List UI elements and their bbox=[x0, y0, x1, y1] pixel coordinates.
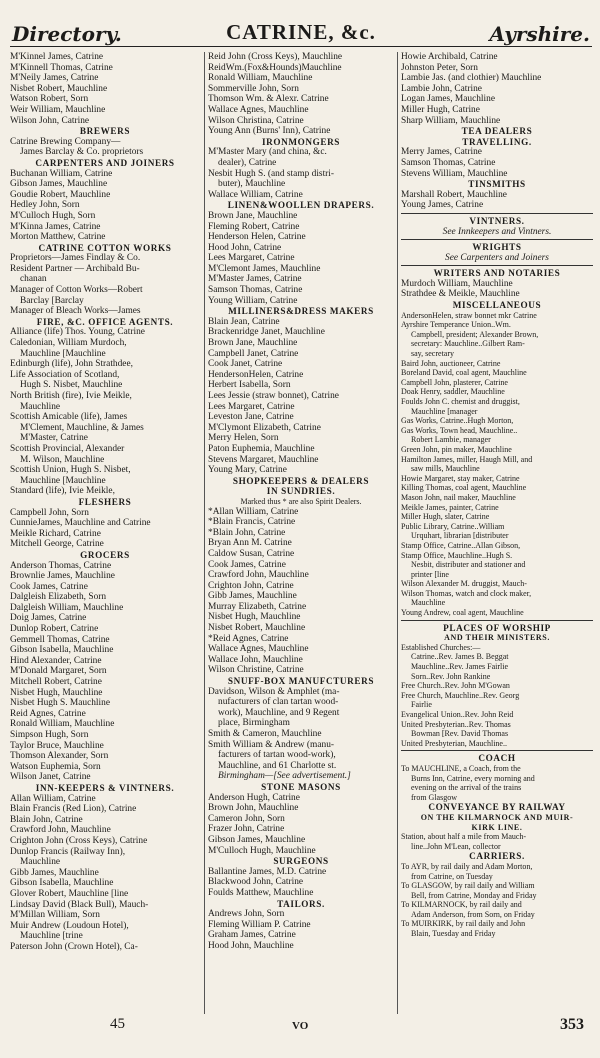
directory-entry: Sharp William, Mauchline bbox=[401, 115, 501, 126]
section-heading: CARRIERS. bbox=[469, 851, 525, 862]
directory-entry: Murray Elizabeth, Catrine bbox=[208, 601, 307, 612]
directory-entry: Marked thus * are also Spirit Dealers. bbox=[240, 496, 362, 506]
directory-entry: Morton Matthew, Catrine bbox=[10, 232, 106, 243]
directory-entry: Nisbet Hugh, Mauchline bbox=[208, 612, 301, 623]
directory-entry: Crighton John, Catrine bbox=[208, 580, 294, 591]
column-2 bbox=[204, 52, 394, 1014]
section-heading: MILLINERS&DRESS MAKERS bbox=[228, 306, 374, 317]
directory-entry: secretary: Mauchline..Gilbert Ram- bbox=[411, 339, 525, 349]
directory-entry: Station, about half a mile from Mauch- bbox=[401, 832, 527, 842]
directory-entry: Resident Partner — Archibald Bu- bbox=[10, 263, 140, 274]
directory-entry: Wallace William, Catrine bbox=[208, 189, 303, 200]
directory-entry: Watson Robert, Sorn bbox=[10, 94, 89, 105]
directory-entry: Wilson Christina, Catrine bbox=[208, 115, 304, 126]
directory-entry: Muir Andrew (Loudoun Hotel), bbox=[10, 920, 129, 931]
directory-entry: Fleming William P. Catrine bbox=[208, 919, 311, 930]
directory-entry: Young Mary, Catrine bbox=[208, 465, 287, 476]
columns bbox=[10, 52, 592, 1014]
directory-entry: Brown John, Mauchline bbox=[208, 803, 299, 814]
section-heading: CARPENTERS AND JOINERS bbox=[35, 157, 175, 168]
directory-entry: Wilson Alexander M. druggist, Mauch- bbox=[401, 579, 527, 589]
section-heading: SNUFF-BOX MANUFCTURERS bbox=[227, 676, 375, 687]
directory-entry: line..John M'Lean, collector bbox=[411, 841, 501, 851]
directory-entry: Herbert Isabella, Sorn bbox=[208, 380, 291, 391]
directory-entry: Mitchell George, Catrine bbox=[10, 539, 104, 550]
directory-entry: Meikle James, painter, Catrine bbox=[401, 502, 499, 512]
directory-entry: Burns Inn, Catrine, every morning and bbox=[411, 773, 535, 783]
directory-entry: Reid Agnes, Catrine bbox=[10, 708, 86, 719]
directory-entry: To MAUCHLINE, a Coach, from the bbox=[401, 763, 521, 773]
directory-entry: ReidWm.(Fox&Hounds)Mauchline bbox=[208, 62, 342, 73]
directory-entry: Mauchline..Rev. James Fairlie bbox=[411, 662, 509, 672]
directory-entry: Gibson James, Mauchline bbox=[208, 834, 306, 845]
directory-entry: facturers of tartan wood-work), bbox=[218, 750, 336, 761]
section-heading: TINSMITHS bbox=[468, 179, 526, 190]
directory-entry: Mauchline bbox=[20, 857, 61, 868]
directory-entry: Dunlop Francis (Railway Inn), bbox=[10, 846, 126, 857]
directory-entry: M'Culloch Hugh, Mauchline bbox=[208, 845, 316, 856]
directory-entry: Standard (life), Ivie Meikle, bbox=[10, 486, 115, 497]
directory-entry: Robert Lambie, manager bbox=[411, 435, 491, 445]
directory-entry: Wallace John, Mauchline bbox=[208, 654, 303, 665]
directory-entry: Scottish Amicable (life), James bbox=[10, 412, 128, 423]
directory-entry: Nisbet Robert, Mauchline bbox=[208, 623, 306, 634]
directory-entry: Urquhart, librarian [distributer bbox=[411, 531, 509, 541]
directory-entry: buter), Mauchline bbox=[218, 179, 286, 190]
directory-entry: Andrews John, Sorn bbox=[208, 909, 285, 920]
directory-entry: Bell, from Catrine, Monday and Friday bbox=[411, 890, 537, 900]
page-title: CATRINE, &c. bbox=[226, 20, 376, 44]
directory-entry: Murdoch William, Mauchline bbox=[401, 278, 513, 289]
directory-entry: Marshall Robert, Mauchline bbox=[401, 189, 507, 200]
directory-entry: M'Culloch Hugh, Sorn bbox=[10, 210, 96, 221]
directory-entry: Fleming Robert, Catrine bbox=[208, 221, 300, 232]
directory-entry: Hind Alexander, Catrine bbox=[10, 655, 102, 666]
section-heading: VINTNERS. bbox=[469, 215, 525, 226]
directory-entry: Bowman [Rev. David Thomas bbox=[411, 729, 509, 739]
directory-entry: chanan bbox=[20, 274, 47, 285]
directory-entry: Adam Anderson, from Sorn, on Friday bbox=[411, 909, 535, 919]
section-heading: WRIGHTS bbox=[472, 242, 522, 253]
directory-entry: Nesbit Hugh S. (and stamp distri- bbox=[208, 168, 335, 179]
directory-entry: Hood John, Mauchline bbox=[208, 940, 294, 951]
section-heading: BREWERS bbox=[79, 126, 131, 137]
directory-entry: Logan James, Mauchline bbox=[401, 94, 495, 105]
directory-entry: Stevens Margaret, Mauchline bbox=[208, 454, 319, 465]
directory-entry: Gibb James, Mauchline bbox=[10, 867, 99, 878]
directory-entry: work), Mauchline, and 9 Regent bbox=[218, 707, 340, 718]
directory-entry: Brown Jane, Mauchline bbox=[208, 338, 298, 349]
section-heading: WRITERS AND NOTARIES bbox=[433, 268, 561, 279]
directory-entry: Blain John, Catrine bbox=[10, 814, 83, 825]
directory-entry: from Glasgow bbox=[411, 792, 457, 802]
directory-entry: M'Master Mary (and china, &c. bbox=[208, 147, 327, 158]
directory-entry: Bryan Ann M. Catrine bbox=[208, 538, 292, 549]
directory-entry: Gibb James, Mauchline bbox=[208, 591, 297, 602]
directory-entry: Alliance (life) Thos. Young, Catrine bbox=[10, 327, 145, 338]
directory-entry: M'Kinna James, Catrine bbox=[10, 221, 101, 232]
section-heading: TAILORS. bbox=[277, 898, 325, 909]
directory-entry: Manager of Cotton Works—Robert bbox=[10, 285, 143, 296]
directory-entry: Taylor Bruce, Mauchline bbox=[10, 740, 104, 751]
directory-entry: Ayrshire Temperance Union..Wm. bbox=[401, 320, 511, 330]
directory-entry: from Catrine, on Tuesday bbox=[411, 871, 493, 881]
directory-entry: Birmingham—[See advertisement.] bbox=[218, 771, 351, 782]
directory-entry: Goudie Robert, Mauchline bbox=[10, 189, 111, 200]
section-heading: INN-KEEPERS & VINTNERS. bbox=[35, 782, 175, 793]
directory-entry: Cook James, Catrine bbox=[10, 581, 88, 592]
directory-entry: Nisbet Robert, Mauchline bbox=[10, 83, 108, 94]
directory-entry: M'Clymont Elizabeth, Catrine bbox=[208, 422, 321, 433]
directory-entry: Nisbet Hugh S. Mauchline bbox=[10, 698, 110, 709]
directory-entry: Thomson Wm. & Alexr. Catrine bbox=[208, 94, 329, 105]
directory-entry: Green John, pin maker, Mauchline bbox=[401, 444, 512, 454]
section-heading: FLESHERS bbox=[78, 496, 132, 507]
section-heading: PLACES OF WORSHIP bbox=[443, 622, 551, 633]
directory-entry: Lindsay David (Black Bull), Mauch- bbox=[10, 899, 149, 910]
directory-entry: Buchanan William, Catrine bbox=[10, 168, 113, 179]
section-heading: STONE MASONS bbox=[261, 781, 341, 792]
running-head-left: Directory. bbox=[12, 22, 122, 46]
directory-entry: Young William, Catrine bbox=[208, 295, 298, 306]
directory-entry: Free Church..Rev. John M'Gowan bbox=[401, 681, 510, 691]
section-rule bbox=[401, 620, 593, 621]
directory-entry: Crighton John (Cross Keys), Catrine bbox=[10, 835, 148, 846]
directory-entry: Foulds Matthew, Mauchline bbox=[208, 887, 314, 898]
directory-entry: Brackenridge Janet, Mauchline bbox=[208, 327, 325, 338]
directory-entry: Meikle Richard, Catrine bbox=[10, 528, 101, 539]
directory-entry: Life Association of Scotland, bbox=[10, 369, 120, 380]
directory-entry: Blackwood John, Catrine bbox=[208, 877, 304, 888]
directory-entry: To GLASGOW, by rail daily and William bbox=[401, 881, 535, 891]
section-heading: ON THE KILMARNOCK AND MUIR- bbox=[420, 812, 574, 822]
directory-entry: Nisbet Hugh, Mauchline bbox=[10, 687, 103, 698]
directory-entry: Campbell John, plasterer, Catrine bbox=[401, 377, 508, 387]
directory-entry: Mason John, nail maker, Mauchline bbox=[401, 492, 516, 502]
section-heading: LINEN&WOOLLEN DRAPERS. bbox=[227, 200, 375, 211]
directory-entry: Scottish Provincial, Alexander bbox=[10, 443, 125, 454]
directory-entry: Blain Jean, Catrine bbox=[208, 316, 280, 327]
directory-entry: Samson Thomas, Catrine bbox=[401, 157, 496, 168]
directory-entry: Simpson Hugh, Sorn bbox=[10, 730, 89, 740]
directory-entry: Gas Works, Catrine..Hugh Morton, bbox=[401, 416, 514, 426]
section-rule bbox=[401, 750, 593, 751]
directory-entry: M'Millan William, Sorn bbox=[10, 910, 100, 921]
directory-entry: Samson Thomas, Catrine bbox=[208, 285, 303, 296]
section-heading: COACH bbox=[478, 753, 516, 764]
section-heading: TRAVELLING. bbox=[462, 136, 532, 147]
directory-entry: Wilson John, Catrine bbox=[10, 115, 90, 126]
directory-entry: Hugh S. Nisbet, Mauchline bbox=[20, 380, 123, 391]
directory-entry: Gibson James, Mauchline bbox=[10, 179, 108, 190]
directory-entry: Weir William, Mauchline bbox=[10, 104, 106, 115]
directory-entry: Howie Margaret, stay maker, Catrine bbox=[401, 473, 520, 483]
directory-entry: Merry Helen, Sorn bbox=[208, 433, 279, 444]
directory-entry: Gibson Isabella, Mauchline bbox=[10, 878, 114, 889]
directory-entry: Fairlie bbox=[411, 700, 432, 710]
directory-entry: Ronald William, Mauchline bbox=[10, 719, 115, 730]
directory-entry: Wilson Thomas, watch and clock maker, bbox=[401, 588, 532, 598]
directory-entry: M'Kinnel James, Catrine bbox=[10, 52, 104, 62]
directory-entry: Lees Jessie (straw bonnet), Catrine bbox=[208, 391, 339, 401]
directory-entry: say, secretary bbox=[411, 349, 455, 359]
directory-entry: Reid John (Cross Keys), Mauchline bbox=[208, 52, 343, 62]
directory-entry: Dalgleish Elizabeth, Sorn bbox=[10, 592, 107, 603]
directory-entry: Killing Thomas, coal agent, Mauchline bbox=[401, 483, 527, 493]
section-rule bbox=[401, 213, 593, 214]
directory-entry: Anderson Hugh, Catrine bbox=[208, 792, 300, 803]
directory-entry: HendersonHelen, Catrine bbox=[208, 369, 304, 380]
directory-entry: Lees Margaret, Catrine bbox=[208, 253, 295, 264]
directory-entry: Henderson Helen, Catrine bbox=[208, 232, 306, 243]
section-heading: SHOPKEEPERS & DEALERS bbox=[232, 475, 370, 486]
directory-entry: Lambie Jas. (and clothier) Mauchline bbox=[401, 73, 542, 84]
directory-entry: Leveston Jane, Catrine bbox=[208, 412, 294, 423]
directory-entry: Davidson, Wilson & Amphlet (ma- bbox=[208, 686, 340, 697]
section-heading: SURGEONS bbox=[273, 856, 329, 867]
directory-entry: Hood John, Catrine bbox=[208, 242, 282, 253]
column-1 bbox=[10, 52, 200, 1014]
section-heading: GROCERS bbox=[80, 549, 130, 560]
directory-entry: Cook Janet, Catrine bbox=[208, 359, 283, 370]
directory-entry: To AYR, by rail daily and Adam Morton, bbox=[401, 861, 533, 871]
section-rule bbox=[401, 265, 593, 266]
directory-entry: Young Ann (Burns' Inn), Catrine bbox=[208, 126, 331, 137]
directory-entry: Dunlop Robert, Catrine bbox=[10, 624, 99, 635]
directory-entry: Stamp Office, Mauchline..Hugh S. bbox=[401, 550, 513, 560]
directory-entry: See Carpenters and Joiners bbox=[445, 252, 549, 263]
directory-entry: Campbell, president; Alexander Brown, bbox=[411, 329, 539, 339]
directory-entry: North British (fire), Ivie Meikle, bbox=[10, 391, 132, 401]
directory-entry: Proprietors—James Findlay & Co. bbox=[10, 253, 141, 264]
directory-entry: Stamp Office, Catrine..Allan Gibson, bbox=[401, 540, 521, 550]
section-heading: CATRINE COTTON WORKS bbox=[38, 242, 172, 253]
directory-entry: Graham James, Catrine bbox=[208, 930, 296, 941]
directory-entry: United Presbyterian, Mauchline.. bbox=[401, 738, 507, 748]
directory-entry: Doig James, Catrine bbox=[10, 613, 87, 624]
directory-entry: Foulds John C. chemist and druggist, bbox=[401, 397, 520, 406]
directory-entry: Mauchline [Mauchline bbox=[20, 475, 106, 486]
directory-entry: *Blain Francis, Catrine bbox=[208, 517, 296, 528]
directory-entry: Cameron John, Sorn bbox=[208, 813, 285, 824]
directory-entry: Stevens William, Mauchline bbox=[401, 168, 508, 179]
directory-entry: Strathdee & Meikle, Mauchline bbox=[401, 289, 520, 300]
directory-entry: Wilson Christine, Catrine bbox=[208, 665, 304, 676]
directory-entry: Mitchell Robert, Catrine bbox=[10, 677, 102, 688]
directory-entry: evening on the arrival of the trains bbox=[411, 783, 522, 793]
directory-entry: M'Master James, Catrine bbox=[208, 274, 302, 285]
directory-entry: M'Donald Margaret, Sorn bbox=[10, 666, 107, 677]
directory-entry: Evangelical Union..Rev. John Reid bbox=[401, 710, 514, 719]
directory-entry: Glover Robert, Mauchline [line bbox=[10, 888, 129, 899]
directory-entry: M'Clemont James, Mauchline bbox=[208, 263, 321, 274]
directory-entry: Brownlie James, Mauchline bbox=[10, 571, 115, 582]
directory-entry: Catrine Brewing Company— bbox=[10, 136, 121, 147]
directory-entry: Crawford John, Mauchline bbox=[208, 570, 309, 581]
directory-entry: Catrine..Rev. James B. Beggat bbox=[411, 652, 509, 662]
directory-entry: Wallace Agnes, Mauchline bbox=[208, 104, 309, 115]
directory-page bbox=[10, 6, 592, 1052]
directory-entry: Smith William & Andrew (manu- bbox=[208, 739, 334, 750]
directory-entry: Mauchline bbox=[411, 598, 446, 608]
column-3 bbox=[397, 52, 593, 1014]
section-heading: FIRE, &C. OFFICE AGENTS. bbox=[36, 316, 174, 327]
directory-entry: Blain Francis (Red Lion), Catrine bbox=[10, 804, 137, 815]
page-number: 353 bbox=[560, 1016, 584, 1033]
directory-entry: Johnston Peter, Sorn bbox=[401, 62, 478, 73]
directory-entry: Cook James, Catrine bbox=[208, 559, 286, 570]
directory-entry: place, Birmingham bbox=[218, 718, 290, 729]
directory-entry: Miller Hugh, slater, Catrine bbox=[401, 512, 490, 522]
directory-entry: Dalgleish William, Mauchline bbox=[10, 602, 124, 613]
directory-entry: AndersonHelen, straw bonnet mkr Catrine bbox=[401, 310, 537, 320]
directory-entry: nufacturers of clan tartan wood- bbox=[218, 697, 339, 708]
directory-entry: Edinburgh (life), John Strathdee, bbox=[10, 359, 133, 370]
directory-entry: Sommerville John, Sorn bbox=[208, 83, 299, 94]
directory-entry: Mauchline [manager bbox=[411, 406, 478, 416]
directory-entry: Young James, Catrine bbox=[401, 200, 484, 211]
directory-entry: Young Andrew, coal agent, Mauchline bbox=[401, 608, 524, 618]
directory-entry: James Barclay & Co. proprietors bbox=[20, 147, 144, 158]
directory-entry: Paterson John (Crown Hotel), Ca- bbox=[10, 941, 138, 952]
directory-entry: Wallace Agnes, Mauchline bbox=[208, 644, 309, 655]
directory-entry: To KILMARNOCK, by rail daily and bbox=[401, 900, 522, 910]
directory-entry: Allan William, Catrine bbox=[10, 793, 96, 804]
directory-entry: Nesbit, distributer and stationer and bbox=[411, 560, 526, 570]
directory-entry: saw mills, Mauchline bbox=[411, 464, 480, 474]
directory-entry: Miller Hugh, Catrine bbox=[401, 104, 480, 115]
directory-entry: Ronald William, Mauchline bbox=[208, 73, 313, 84]
directory-entry: Mauchline bbox=[20, 401, 61, 412]
directory-entry: Gas Works, Town head, Mauchline.. bbox=[401, 425, 518, 435]
section-heading: IN SUNDRIES. bbox=[266, 486, 336, 497]
directory-entry: Brown Jane, Mauchline bbox=[208, 210, 298, 221]
directory-entry: Blain, Tuesday and Friday bbox=[411, 929, 496, 939]
directory-entry: Hamilton James, miller, Haugh Mill, and bbox=[401, 454, 533, 464]
directory-entry: Ballantine James, M.D. Catrine bbox=[208, 866, 327, 877]
directory-entry: Paton Euphemia, Mauchline bbox=[208, 443, 315, 454]
directory-entry: Gibson Isabella, Mauchline bbox=[10, 645, 114, 656]
directory-entry: To MUIRKIRK, by rail daily and John bbox=[401, 919, 526, 929]
directory-entry: Manager of Bleach Works—James bbox=[10, 306, 141, 317]
directory-entry: M'Neily James, Catrine bbox=[10, 73, 99, 84]
directory-entry: Doak Henry, saddler, Mauchline bbox=[401, 387, 505, 397]
directory-entry: Howie Archibald, Catrine bbox=[401, 52, 498, 62]
directory-entry: Frazer John, Catrine bbox=[208, 824, 285, 835]
directory-entry: dealer), Catrine bbox=[218, 157, 277, 168]
directory-entry: *Allan William, Catrine bbox=[208, 506, 299, 517]
directory-entry: United Presbyterian..Rev. Thomas bbox=[401, 719, 511, 729]
directory-entry: M'Kinnell Thomas, Catrine bbox=[10, 62, 113, 73]
directory-entry: Campbell John, Sorn bbox=[10, 507, 89, 518]
directory-entry: Caledonian, William Murdoch, bbox=[10, 338, 127, 349]
directory-entry: Sorn..Rev. John Rankine bbox=[411, 671, 491, 681]
directory-entry: Boreland David, coal agent, Mauchline bbox=[401, 368, 527, 378]
directory-entry: Watson Euphemia, Sorn bbox=[10, 761, 101, 772]
directory-entry: Lees Margaret, Catrine bbox=[208, 401, 295, 412]
section-heading: MISCELLANEOUS bbox=[452, 300, 542, 311]
directory-entry: M'Clement, Mauchline, & James bbox=[20, 422, 144, 433]
directory-entry: Merry James, Catrine bbox=[401, 147, 482, 158]
directory-entry: See Innkeepers and Vintners. bbox=[442, 226, 552, 237]
directory-entry: Smith & Cameron, Mauchline bbox=[208, 729, 322, 739]
signature-mark: VO bbox=[292, 1020, 309, 1032]
directory-entry: M. Wilson, Mauchline bbox=[20, 454, 105, 465]
section-heading: CONVEYANCE BY RAILWAY bbox=[428, 802, 566, 813]
section-rule bbox=[401, 239, 593, 240]
running-head-right: Ayrshire. bbox=[489, 22, 590, 46]
directory-entry: Barclay [Barclay bbox=[20, 295, 84, 306]
directory-entry: printer [line bbox=[411, 569, 449, 579]
directory-entry: Thomson Alexander, Sorn bbox=[10, 751, 109, 762]
directory-entry: Campbell Janet, Catrine bbox=[208, 348, 299, 359]
directory-entry: Mauchline [Mauchline bbox=[20, 348, 106, 359]
section-heading: TEA DEALERS bbox=[461, 126, 533, 137]
directory-entry: Established Churches:— bbox=[401, 642, 481, 652]
directory-entry: *Blain John, Catrine bbox=[208, 527, 286, 538]
directory-entry: M'Master, Catrine bbox=[20, 433, 88, 444]
section-heading: KIRK LINE. bbox=[471, 822, 523, 832]
section-heading: IRONMONGERS bbox=[261, 136, 341, 147]
directory-entry: *Reid Agnes, Catrine bbox=[208, 633, 289, 644]
directory-entry: Caldow Susan, Catrine bbox=[208, 548, 295, 559]
directory-entry: Gemmell Thomas, Catrine bbox=[10, 634, 110, 645]
directory-entry: Mauchline, and 61 Charlotte st. bbox=[218, 760, 337, 771]
directory-entry: Anderson Thomas, Catrine bbox=[10, 560, 112, 571]
directory-entry: Crawford John, Mauchline bbox=[10, 825, 111, 836]
directory-entry: Mauchline [trine bbox=[20, 931, 83, 942]
directory-entry: Hedley John, Sorn bbox=[10, 200, 80, 211]
directory-entry: Public Library, Catrine..William bbox=[401, 521, 505, 531]
directory-entry: Free Church, Mauchline..Rev. Georg bbox=[401, 690, 520, 700]
directory-entry: CunnieJames, Mauchline and Catrine bbox=[10, 518, 151, 529]
directory-entry: Baird John, auctioneer, Catrine bbox=[401, 358, 501, 368]
directory-entry: Lambie John, Catrine bbox=[401, 83, 482, 94]
page-footer bbox=[10, 1016, 592, 1044]
directory-entry: Wilson Janet, Catrine bbox=[10, 772, 91, 783]
section-heading: AND THEIR MINISTERS. bbox=[444, 633, 550, 643]
page-number-left: 45 bbox=[110, 1016, 125, 1032]
running-head bbox=[10, 6, 592, 47]
directory-entry: Scottish Union, Hugh S. Nisbet, bbox=[10, 465, 131, 476]
